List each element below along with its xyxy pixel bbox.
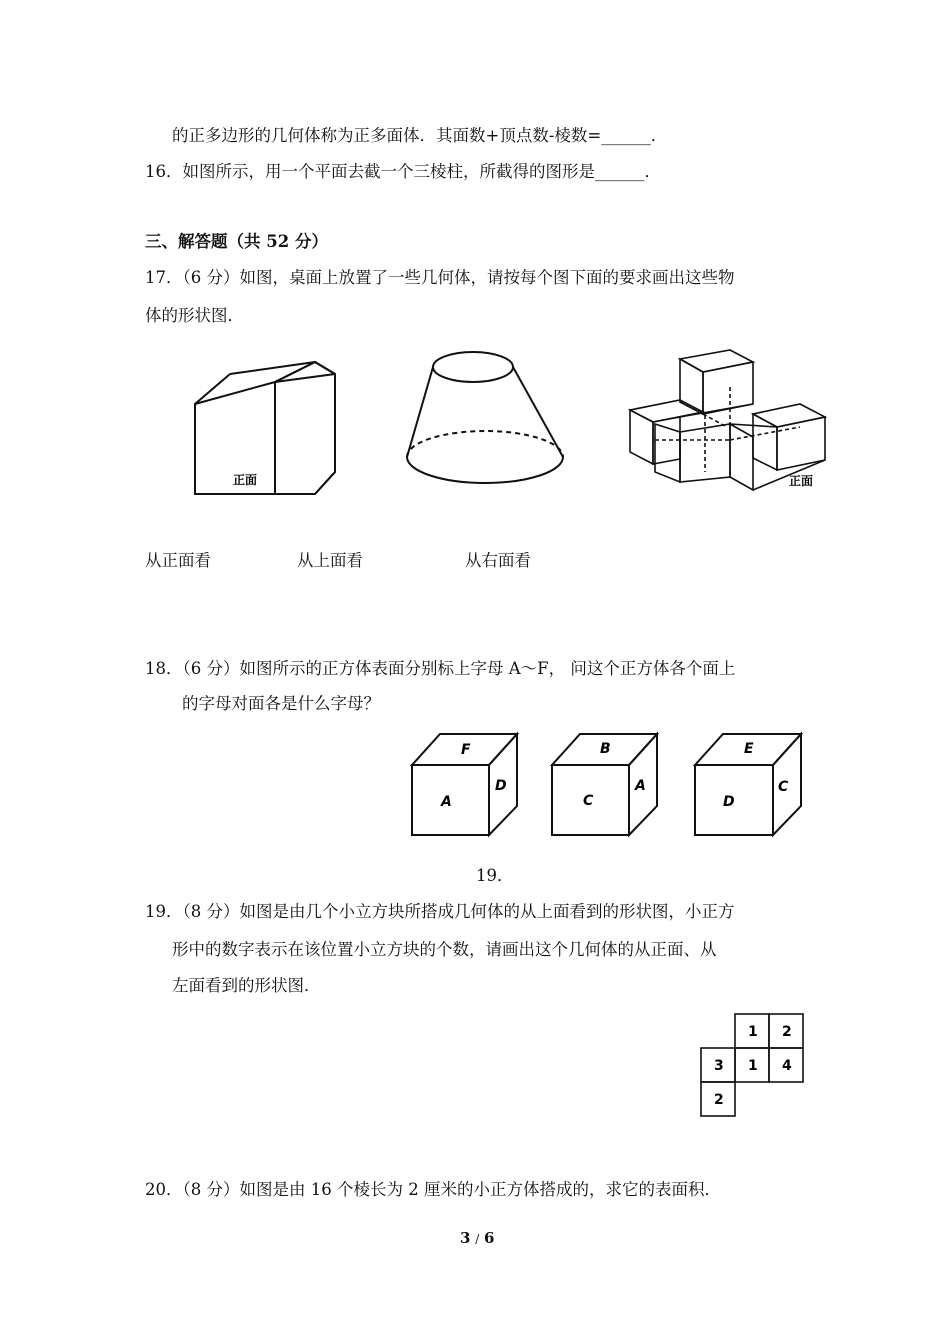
q15-continuation: 的正多边形的几何体称为正多面体．其面数+顶点数-棱数=______． [172,126,668,145]
question-19-line3: 左面看到的形状图． [172,976,321,995]
cube1-side-label: D [495,778,507,794]
view-label-top: 从上面看 [297,551,363,570]
figure-18-svg [405,728,815,840]
grid-num-r2c3: 4 [782,1058,792,1074]
question-20: 20．（8 分）如图是由 16 个棱长为 2 厘米的小正方体搭成的，求它的表面积． [145,1180,721,1199]
question-19-line2: 形中的数字表示在该位置小立方块的个数，请画出这个几何体的从正面、从 [172,940,717,959]
cube3-front-label: D [723,794,735,810]
page-current: 3 [460,1229,471,1247]
house-prism [195,362,335,494]
question-17-line2: 体的形状图． [145,306,244,325]
cube2-side-label: A [635,778,646,794]
view-label-front: 从正面看 [145,551,211,570]
question-18-line2: 的字母对面各是什么字母？ [182,694,380,713]
question-18-line1: 18．（6 分）如图所示的正方体表面分别标上字母 A～F， 问这个正方体各个面上 [145,659,736,678]
figure-17-solids [185,332,835,507]
figure-18-cubes [405,728,815,840]
question-19-line1: 19．（8 分）如图是由几个小立方块所搭成几何体的从上面看到的形状图，小正方 [145,902,735,921]
cube-stack [630,350,825,490]
cube1-top-label: F [461,742,471,758]
frustum [407,352,563,483]
figure-19-grid-svg [700,1010,810,1120]
grid-num-r3c1: 2 [714,1092,724,1108]
question-16: 16．如图所示，用一个平面去截一个三棱柱，所截得的图形是______． [145,162,661,181]
cube2-top-label: B [600,741,611,757]
view-label-right: 从右面看 [465,551,531,570]
cube3-top-label: E [744,741,754,757]
figure-17-svg [185,332,835,507]
page-separator: / [475,1232,480,1246]
house-front-label: 正面 [233,473,258,487]
cube3-side-label: C [778,779,789,795]
grid-num-r1c2: 1 [748,1024,758,1040]
figure-19-caption: 19． [476,866,514,885]
cube1-front-label: A [441,794,452,810]
grid-num-r2c2: 1 [748,1058,758,1074]
grid-num-r1c3: 2 [782,1024,792,1040]
cube2-front-label: C [583,793,594,809]
question-17-line1: 17．（6 分）如图，桌面上放置了一些几何体，请按每个图下面的要求画出这些物 [145,268,735,287]
figure-19-grid [700,1010,810,1120]
cubes-front-label: 正面 [789,474,814,488]
section-3-title: 三、解答题（共 52 分） [145,232,328,251]
grid-num-r2c1: 3 [714,1058,724,1074]
page-number [460,1226,494,1251]
page-total: 6 [484,1229,495,1247]
